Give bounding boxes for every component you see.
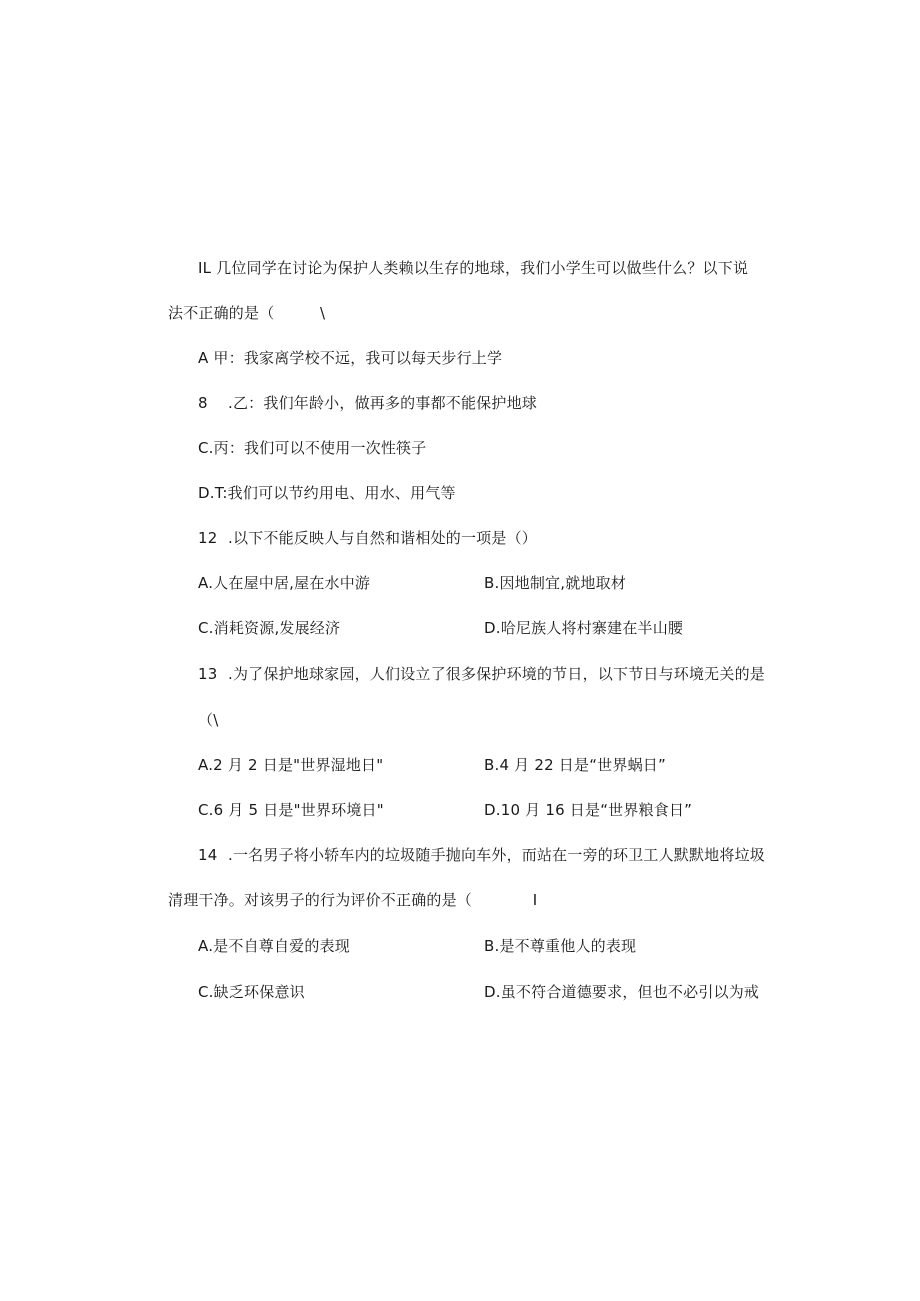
q13-number: 13 xyxy=(198,665,218,683)
q11-stem-line2: 法不正确的是（ \ xyxy=(168,304,326,322)
q12-option-a: A.人在屋中居,屋在水中游 xyxy=(198,574,371,592)
q12-stem-text: .以下不能反映人与自然和谐相处的一项是（） xyxy=(228,529,537,547)
q14-stem-line2: 清理干净。对该男子的行为评价不正确的是（ I xyxy=(168,891,538,909)
q14-option-b: B.是不尊重他人的表现 xyxy=(484,937,637,955)
q13-option-c: C.6 月 5 日是"世界环境日" xyxy=(198,801,384,819)
q14-stem xyxy=(198,845,765,865)
q11-option-b-text: .乙：我们年龄小，做再多的事都不能保护地球 xyxy=(228,394,537,412)
q13-option-b: B.4 月 22 日是“世界蜗日” xyxy=(484,756,666,774)
q11-option-d: D.T:我们可以节约用电、用水、用气等 xyxy=(198,484,456,502)
q11-stem-line1: IL 几位同学在讨论为保护人类赖以生存的地球，我们小学生可以做些什么？以下说 xyxy=(198,259,749,277)
q12-stem xyxy=(198,528,537,548)
q14-option-c: C.缺乏环保意识 xyxy=(198,983,305,1001)
q13-stem xyxy=(198,664,765,684)
q14-option-a: A.是不自尊自爱的表现 xyxy=(198,937,350,955)
q12-option-d: D.哈尼族人将村寨建在半山腰 xyxy=(484,619,684,637)
q14-option-d: D.虽不符合道德要求，但也不必引以为戒 xyxy=(484,983,760,1001)
q13-option-a: A.2 月 2 日是"世界湿地日" xyxy=(198,756,384,774)
q12-option-b: B.因地制宜,就地取材 xyxy=(484,574,627,592)
q14-stem-text: .一名男子将小轿车内的垃圾随手抛向车外，而站在一旁的环卫工人默默地将垃圾 xyxy=(228,846,765,864)
q11-option-b xyxy=(198,393,537,413)
q13-stem-line2: （\ xyxy=(198,711,219,729)
q14-number: 14 xyxy=(198,846,218,864)
q11-option-c: C.丙：我们可以不使用一次性筷子 xyxy=(198,439,427,457)
q11-option-a: A 甲：我家离学校不远，我可以每天步行上学 xyxy=(198,349,503,367)
q12-number: 12 xyxy=(198,529,218,547)
q12-option-c: C.消耗资源,发展经济 xyxy=(198,619,341,637)
q11-option-b-number: 8 xyxy=(198,394,208,412)
q13-stem-text: .为了保护地球家园，人们设立了很多保护环境的节日，以下节日与环境无关的是 xyxy=(228,665,765,683)
q13-option-d: D.10 月 16 日是“世界粮食日” xyxy=(484,801,693,819)
